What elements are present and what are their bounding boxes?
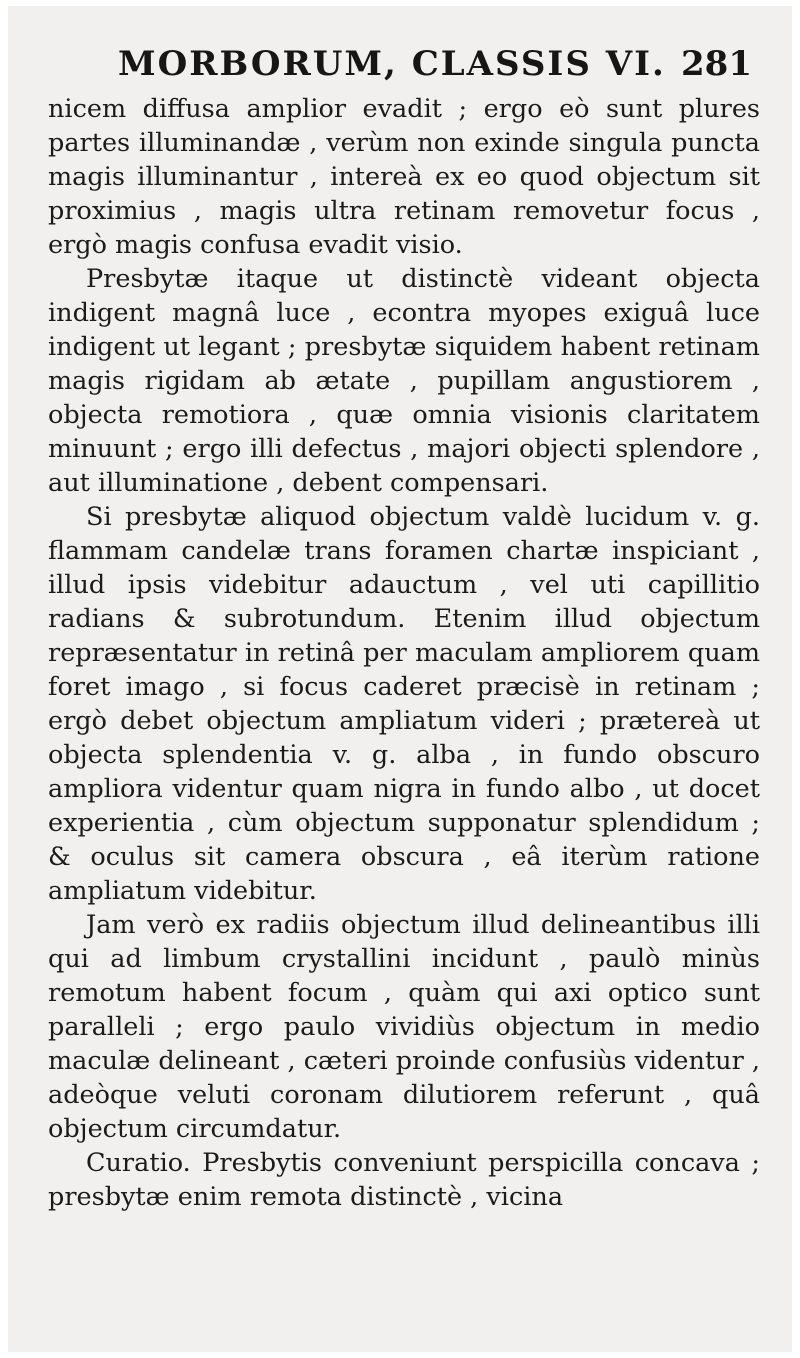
- paragraph-curatio: Curatio. Presbytis conveniunt perspicilla concava ; presbytæ enim remota distinctè , vicina: [48, 1148, 760, 1212]
- page-number: 281: [681, 44, 752, 84]
- body-text: [48, 92, 760, 1214]
- paragraph: Si presbytæ aliquod objectum valdè lucidum v. g. flammam candelæ trans foramen chartæ inspiciant , illud ipsis videbitur adauctum , vel uti capillitio radians & subrotundum. Etenim illud objectum repræsentatur in retinâ per maculam ampliorem quam foret imago , si focus caderet præcisè in retinam ; ergò debet objectum ampliatum videri ; prætereà ut objecta splendentia v. g. alba , in fundo obscuro ampliora videntur quam nigra in fundo albo , ut docet experientia , cùm objectum supponatur splendidum ; & oculus sit camera obscura , eâ iterùm ratione ampliatum videbitur.: [48, 502, 760, 906]
- paragraph-continued: nicem diffusa amplior evadit ; ergo eò sunt plures partes illuminandæ , verùm non exinde singula puncta magis illuminantur , intereà ex eo quod objectum sit proximius , magis ultra retinam removetur focus , ergò magis confusa evadit visio.: [48, 94, 760, 260]
- book-page: [8, 6, 792, 1352]
- running-title: MORBORUM, CLASSIS VI.: [118, 44, 666, 84]
- paragraph: Jam verò ex radiis objectum illud delineantibus illi qui ad limbum crystallini incidunt , paulò minùs remotum habent focum , quàm qui axi optico sunt paralleli ; ergo paulo vividiùs objectum in medio maculæ delineant , cæteri proinde confusiùs videntur , adeòque veluti coronam dilutiorem referunt , quâ objectum circumdatur.: [48, 910, 760, 1144]
- paragraph: Presbytæ itaque ut distinctè videant objecta indigent magnâ luce , econtra myopes exiguâ luce indigent ut legant ; presbytæ siquidem habent retinam magis rigidam ab ætate , pupillam angustiorem , objecta remotiora , quæ omnia visionis claritatem minuunt ; ergo illi defectus , majori objecti splendore , aut illuminatione , debent compensari.: [48, 264, 760, 498]
- page-header: [8, 44, 792, 92]
